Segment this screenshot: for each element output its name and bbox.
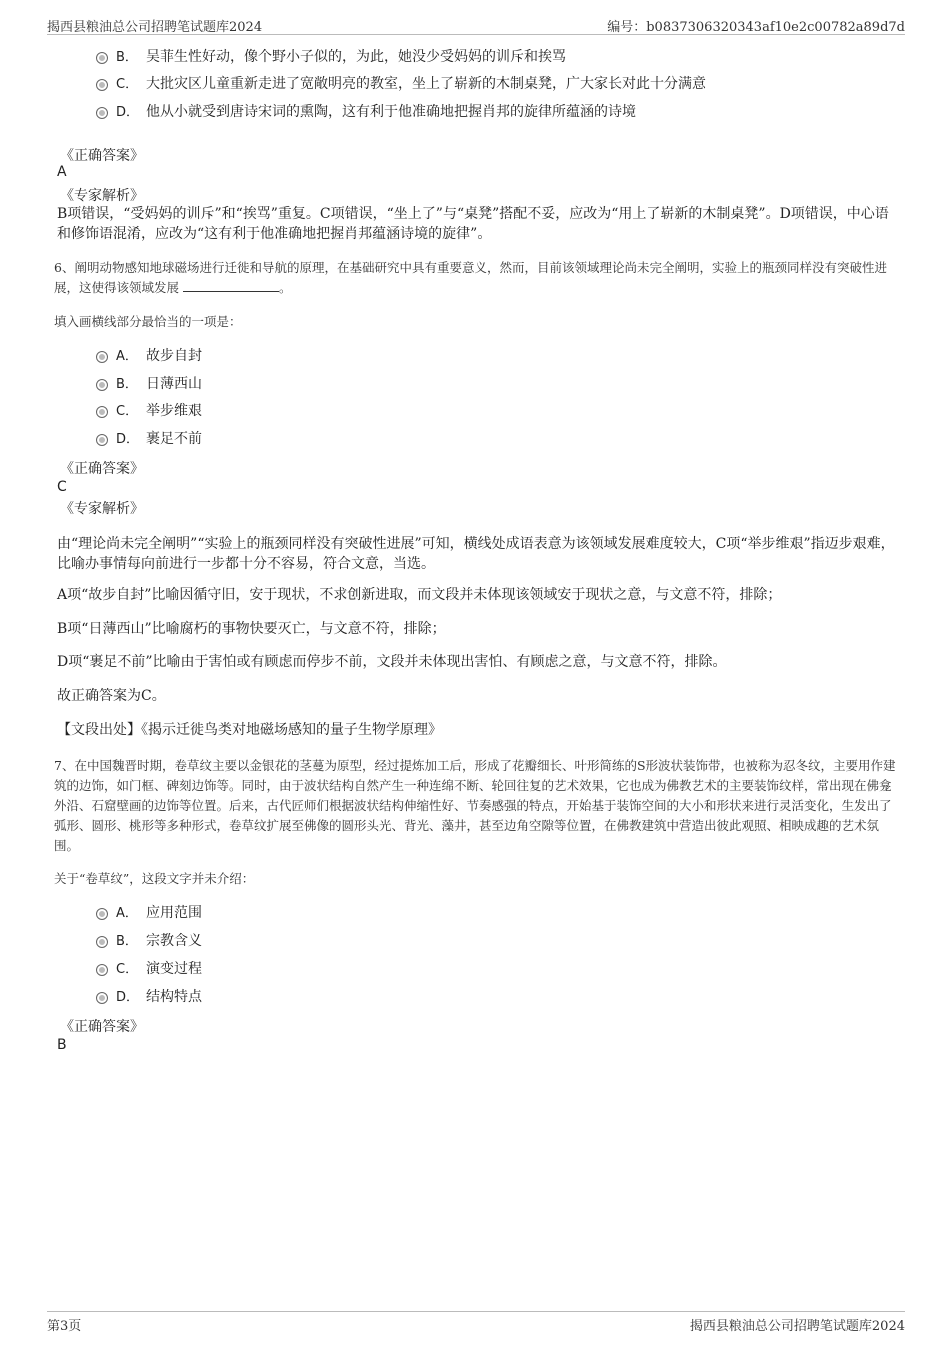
q5-option-d[interactable]: D． 他从小就受到唐诗宋词的熏陶，这有利于他准确地把握肖邦的旋律所蕴涵的诗境 [96, 101, 636, 123]
q6-prompt: 填入画横线部分最恰当的一项是： [54, 314, 242, 329]
radio-icon[interactable] [96, 908, 108, 920]
q5-option-b[interactable]: B． 吴菲生性好动，像个野小子似的，为此，她没少受妈妈的训斥和挨骂 [96, 46, 566, 68]
radio-icon[interactable] [96, 379, 108, 391]
q5-answer-label: 《正确答案》 [60, 148, 144, 164]
radio-icon[interactable] [96, 107, 108, 119]
q6-analysis-paragraph: B项“日薄西山”比喻腐朽的事物快要灭亡，与文意不符，排除； [57, 621, 446, 637]
q5-analysis-label: 《专家解析》 [60, 188, 144, 204]
q6-stem: 6、阐明动物感知地球磁场进行迁徙和导航的原理，在基础研究中具有重要意义，然而，目前该领域理论尚未完全阐明，实验上的瓶颈同样没有突破性进展，这使得该领域发展 。 [54, 260, 887, 295]
q7-option-a[interactable]: A． 应用范围 [96, 902, 202, 924]
radio-icon[interactable] [96, 351, 108, 363]
q6-analysis-label: 《专家解析》 [60, 501, 144, 517]
page-footer [47, 1311, 905, 1336]
q6-option-c[interactable]: C． 举步维艰 [96, 400, 202, 422]
q6-analysis-paragraph: A项“故步自封”比喻因循守旧，安于现状，不求创新进取，而文段并未体现该领域安于现状之意，与文意不符，排除； [57, 587, 782, 603]
q5-option-c[interactable]: C． 大批灾区儿童重新走进了宽敞明亮的教室，坐上了崭新的木制桌凳，广大家长对此十分满意 [96, 73, 706, 95]
radio-icon[interactable] [96, 434, 108, 446]
radio-icon[interactable] [96, 52, 108, 64]
q6-answer-label: 《正确答案》 [60, 461, 144, 477]
radio-icon[interactable] [96, 964, 108, 976]
q6-option-d[interactable]: D． 裹足不前 [96, 428, 202, 450]
radio-icon[interactable] [96, 79, 108, 91]
q6-analysis-paragraph: D项“裹足不前”比喻由于害怕或有顾虑而停步不前，文段并未体现出害怕、有顾虑之意，与文意不符，排除。 [57, 654, 727, 670]
q7-answer-label: 《正确答案》 [60, 1019, 144, 1035]
q7-option-c[interactable]: C． 演变过程 [96, 958, 202, 980]
q5-answer: A [57, 164, 67, 180]
q6-answer: C [57, 479, 67, 495]
q6-option-a[interactable]: A． 故步自封 [96, 345, 202, 367]
radio-icon[interactable] [96, 936, 108, 948]
q6-option-b[interactable]: B． 日薄西山 [96, 373, 202, 395]
q5-analysis: B项错误，“受妈妈的训斥”和“挨骂”重复。C项错误，“坐上了”与“桌凳”搭配不妥，应改为“用上了崭新的木制桌凳”。D项错误，中心语和修饰语混淆，应改为“这有利于他准确地把握肖邦蕴涵诗境的旋律”。 [57, 206, 889, 242]
header-title: 揭西县粮油总公司招聘笔试题库2024 [47, 20, 263, 35]
q7-stem: 7、在中国魏晋时期，卷草纹主要以金银花的茎蔓为原型，经过提炼加工后，形成了花瓣细长、叶形简练的S形波状装饰带，也被称为忍冬纹，主要用作建筑的边饰，如门框、碑刻边饰等。同时，由于波状结构自然产生一种连绵不断、轮回往复的艺术效果，它也成为佛教艺术的主要装饰纹样，常出现在佛龛外沿、石窟壁画的边饰等位置。后来，古代匠师们根据波状结构伸缩性好、节奏感强的特点，开始基于装饰空间的大小和形状来进行灵活变化，生发出了弧形、圆形、桃形等多种形式，卷草纹扩展至佛像的圆形头光、背光、藻井，甚至边角空隙等位置，在佛教建筑中营造出彼此观照、相映成趣的艺术氛围。 [54, 758, 896, 853]
q7-option-d[interactable]: D． 结构特点 [96, 986, 202, 1008]
q7-option-b[interactable]: B． 宗教含义 [96, 930, 202, 952]
header-serial-number: 编号：b0837306320343af10e2c00782a89d7d [607, 20, 905, 35]
footer-title: 揭西县粮油总公司招聘笔试题库2024 [689, 1319, 905, 1334]
q7-prompt: 关于“卷草纹”，这段文字并未介绍： [54, 871, 255, 886]
radio-icon[interactable] [96, 992, 108, 1004]
q6-source: 【文段出处】《揭示迁徙鸟类对地磁场感知的量子生物学原理》 [57, 722, 442, 738]
q6-analysis-paragraph: 由“理论尚未完全阐明”“实验上的瓶颈同样没有突破性进展”可知，横线处成语表意为该领域发展难度较大，C项“举步维艰”指迈步艰难，比喻办事情每向前进行一步都十分不容易，符合文意，当选。 [57, 536, 895, 572]
q6-analysis-paragraph: 故正确答案为C。 [57, 688, 166, 704]
page-header [47, 14, 905, 35]
page-number: 第3页 [47, 1319, 82, 1334]
q7-answer: B [57, 1037, 67, 1053]
radio-icon[interactable] [96, 406, 108, 418]
fill-blank [183, 279, 279, 292]
